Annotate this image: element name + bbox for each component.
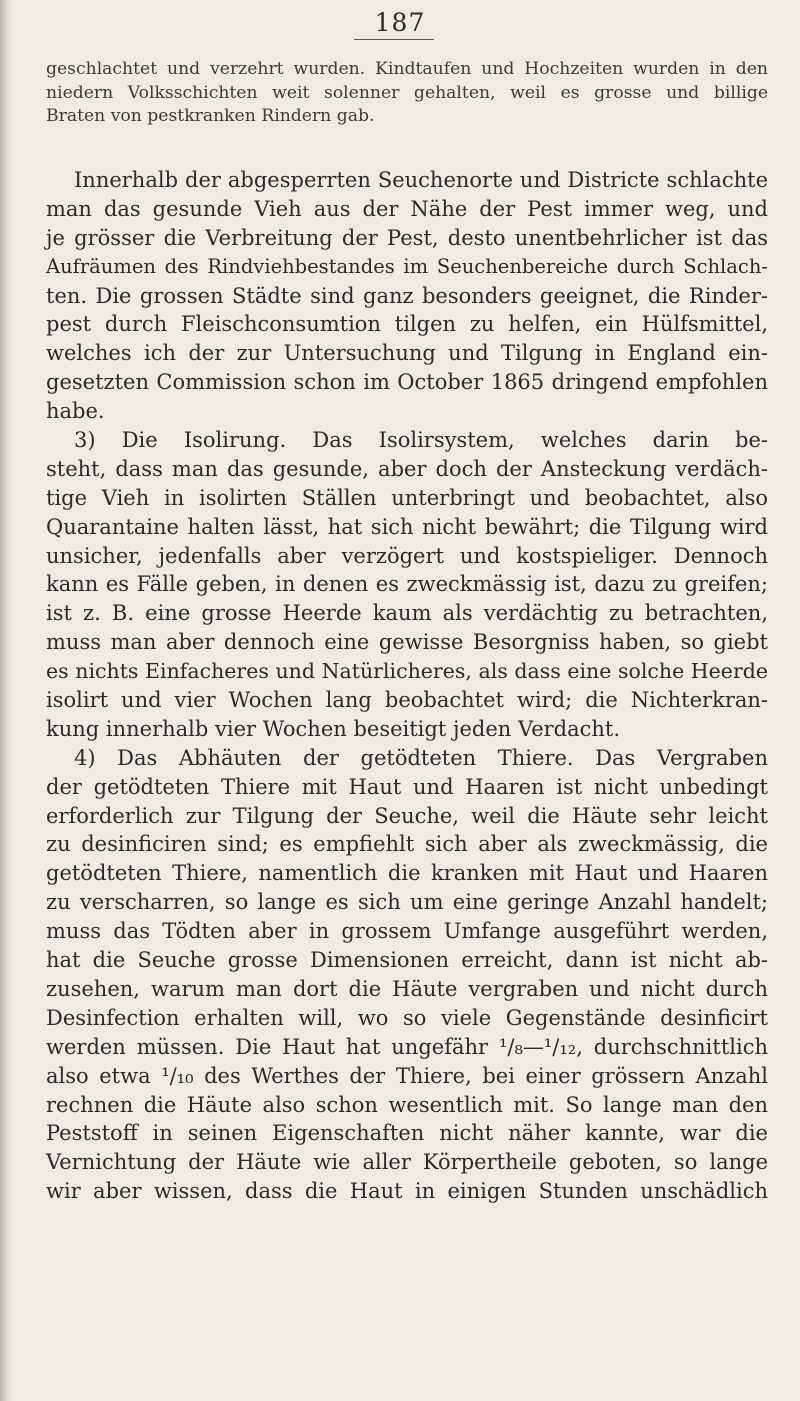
text-line: hat die Seuche grosse Dimensionen erreicht, dann ist nicht ab- — [46, 948, 768, 973]
text-line: pest durch Fleischconsumtion tilgen zu helfen, ein Hülfsmittel, — [46, 312, 768, 337]
page-gutter-shadow — [0, 0, 12, 1401]
page-number — [0, 8, 800, 40]
text-line: Aufräumen des Rindviehbestandes im Seuchenbereiche durch Schlach- — [46, 254, 768, 278]
text-line: welches ich der zur Untersuchung und Tilgung in England ein- — [46, 341, 768, 366]
main-text — [46, 166, 768, 1206]
text-line: muss man aber dennoch eine gewisse Besorgniss haben, so giebt — [46, 630, 768, 655]
text-line: niedern Volksschichten weit solenner gehalten, weil es grosse und billige — [46, 82, 768, 103]
text-line: kann es Fälle geben, in denen es zweckmässig ist, dazu zu greifen; — [46, 572, 768, 597]
text-line: steht, dass man das gesunde, aber doch der Ansteckung verdäch- — [46, 456, 768, 481]
paragraph-isolation — [46, 426, 768, 744]
paragraph-slaughter — [46, 166, 768, 426]
text-line: geschlachtet und verzehrt wurden. Kindtaufen und Hochzeiten wurden in den — [46, 59, 768, 79]
text-line: rechnen die Häute also schon wesentlich mit. So lange man den — [46, 1092, 768, 1117]
text-line: Quarantaine halten lässt, hat sich nicht bewährt; die Tilgung wird — [46, 514, 768, 539]
text-line: zusehen, warum man dort die Häute vergraben und nicht durch — [46, 976, 768, 1001]
text-line: isolirt und vier Wochen lang beobachtet wird; die Nichterkran- — [46, 688, 768, 713]
text-line: gesetzten Commission schon im October 1865 dringend empfohlen — [46, 370, 768, 395]
page-number-rule — [354, 39, 434, 40]
text-line: der getödteten Thiere mit Haut und Haaren ist nicht unbedingt — [46, 774, 768, 799]
text-line: wir aber wissen, dass die Haut in einigen Stunden unschädlich — [46, 1179, 768, 1204]
text-line: habe. — [46, 399, 105, 424]
text-line: Vernichtung der Häute wie aller Körpertheile geboten, so lange — [46, 1150, 768, 1175]
text-line: getödteten Thiere, namentlich die kranken mit Haut und Haaren — [46, 861, 768, 886]
text-line: Innerhalb der abgesperrten Seuchenorte und Districte schlachte — [74, 168, 768, 192]
text-line: tige Vieh in isolirten Ställen unterbringt und beobachtet, also — [46, 485, 768, 510]
text-line: kung innerhalb vier Wochen beseitigt jeden Verdacht. — [46, 716, 621, 741]
text-line: erforderlich zur Tilgung der Seuche, weil die Häute sehr leicht — [46, 803, 768, 828]
text-line: je grösser die Verbreitung der Pest, desto unentbehrlicher ist das — [46, 225, 768, 250]
text-line: ist z. B. eine grosse Heerde kaum als verdächtig zu betrachten, — [46, 601, 768, 626]
text-line: werden müssen. Die Haut hat ungefähr ¹/₈—¹/₁₂, durchschnittlich — [46, 1034, 768, 1059]
text-line: es nichts Einfacheres und Natürlicheres, als dass eine solche Heerde — [46, 659, 768, 684]
page-number-text: 187 — [374, 8, 426, 37]
text-line: also etwa ¹/₁₀ des Werthes der Thiere, bei einer grössern Anzahl — [46, 1063, 768, 1088]
paragraph-skinning — [46, 744, 768, 1206]
text-line: unsicher, jedenfalls aber verzögert und kostspieliger. Dennoch — [46, 543, 768, 568]
text-line: zu desinficiren sind; es empfiehlt sich aber als zweckmässig, die — [46, 832, 768, 857]
text-line: Desinfection erhalten will, wo so viele Gegenstände desinficirt — [46, 1005, 768, 1030]
text-line: Braten von pestkranken Rindern gab. — [46, 106, 375, 127]
small-print-paragraph — [46, 58, 768, 129]
text-line: 4) Das Abhäuten der getödteten Thiere. Das Vergraben — [74, 745, 768, 770]
text-line: man das gesunde Vieh aus der Nähe der Pest immer weg, und — [46, 196, 768, 221]
text-line: zu verscharren, so lange es sich um eine geringe Anzahl handelt; — [46, 890, 768, 915]
text-line: 3) Die Isolirung. Das Isolirsystem, welches darin be- — [74, 428, 768, 453]
text-line: ten. Die grossen Städte sind ganz besonders geeignet, die Rinder- — [46, 283, 768, 308]
text-line: muss das Tödten aber in grossem Umfange ausgeführt werden, — [46, 919, 768, 944]
text-line: Peststoff in seinen Eigenschaften nicht näher kannte, war die — [46, 1121, 768, 1146]
